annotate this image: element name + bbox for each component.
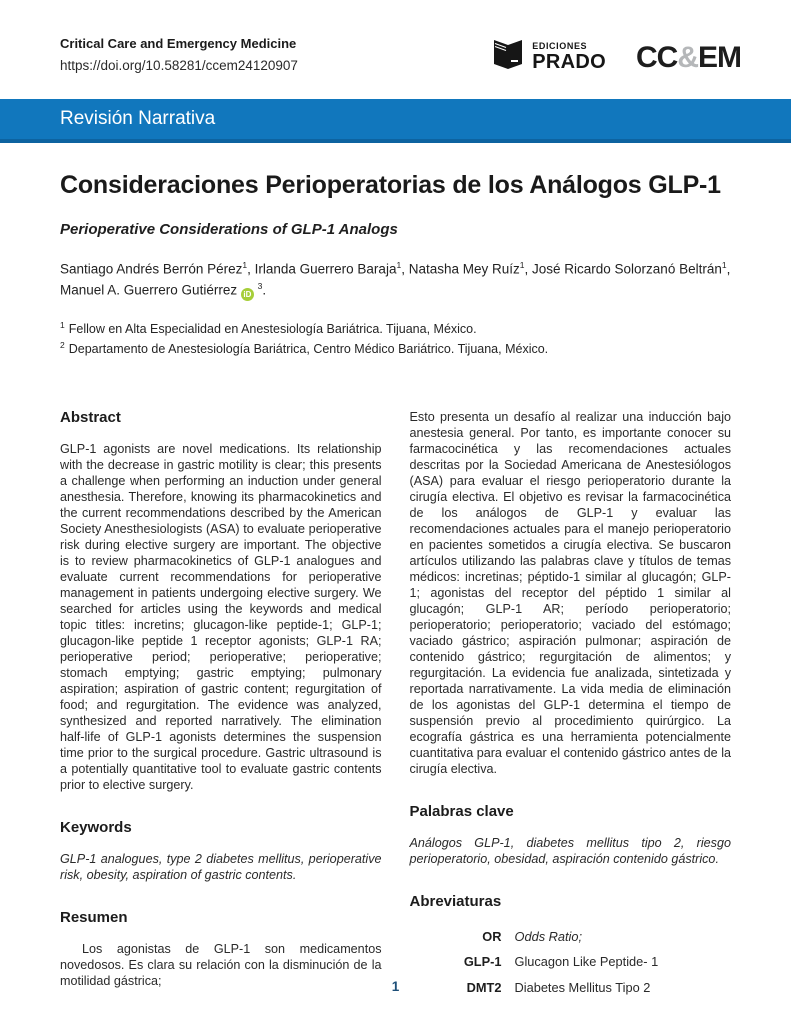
author-affiliation-sup: 1: [242, 260, 248, 270]
abbreviation-term: GLP-1: [463, 954, 502, 970]
palabras-clave-text: Análogos GLP-1, diabetes mellitus tipo 2, riesgo perioperatorio, obesidad, aspiración contenido gástrico.: [409, 836, 731, 867]
author-name: Manuel A. Guerrero Gutiérrez: [60, 282, 238, 298]
abbreviation-definition: Glucagon Like Peptide- 1: [514, 954, 659, 970]
keywords-text: GLP-1 analogues, type 2 diabetes mellitus, perioperative risk, obesity, aspiration of gastric contents.: [60, 852, 382, 883]
abbreviation-definition: Odds Ratio;: [514, 929, 583, 945]
journal-title: Critical Care and Emergency Medicine: [60, 36, 297, 51]
article-type-label: Revisión Narrativa: [60, 108, 216, 129]
affiliation-text: Departamento de Anestesiología Bariátrica, Centro Médico Bariátrico. Tijuana, México.: [68, 342, 549, 357]
publisher-name: [532, 42, 606, 72]
affiliations-list: [60, 319, 731, 359]
resumen-text: Los agonistas de GLP-1 son medicamentos novedosos. Es clara su relación con la disminución de la motilidad gástrica;: [60, 942, 382, 989]
abreviaturas-heading: Abreviaturas: [409, 893, 502, 911]
open-book-icon: [491, 40, 525, 75]
article-title: Consideraciones Perioperatorias de los Análogos GLP-1: [60, 171, 721, 199]
wordmark-em: EM: [698, 40, 741, 74]
article-subtitle: Perioperative Considerations of GLP-1 Analogs: [60, 221, 398, 238]
affiliation-number: 1: [60, 319, 65, 330]
spanish-abstract-text: Esto presenta un desafío al realizar una inducción bajo anestesia general. Por tanto, es importante conocer su farmacocinética y las recomendaciones actuales descritas por la Sociedad Americana de Anestesiólogos (ASA) para evaluar el riesgo perioperatorio durante la cirugía electiva. El objetivo es revisar la farmacocinética de los análogos de GLP-1 y evaluar las recomendaciones actuales para el manejo perioperatorio en pacientes sometidos a cirugía electiva. Se buscaron artículos utilizando las palabras clave y títulos de temas médicos: incretinas; péptido-1 similar al glucagón; GLP-1; agonistas del receptor del péptido 1 similar al glucagón; GLP-1 AR; período perioperatorio; perioperatorio; perioperatorio; vaciado del estómago; vaciado gástrico; aspiración pulmonar; aspiración de contenido gástrico; regurgitación de alimentos; y regurgitación. La evidencia fue analizada, sintetizada y reportada narrativamente. La vida media de eliminación de los agonistas del GLP-1 determina el tiempo de suspensión previo al procedimiento quirúrgico. La ecografía gástrica es una herramienta potencialmente cuantitativa para evaluar el contenido gástrico antes de la cirugía electiva.: [409, 410, 731, 777]
logo-block: [491, 40, 741, 75]
abstract-text: GLP-1 agonists are novel medications. Its relationship with the decrease in gastric motility is clear; this presents a challenge when performing an induction under general anesthesia. Therefore, knowing its pharmacokinetics and the current recommendations described by the American Society Anesthesiologists (ASA) to evaluate perioperative risk during elective surgery are important. The objective is to review pharmacokinetics of GLP-1 analogues and evaluate current recommendations for perioperative management in patients undergoing elective surgery. We searched for articles using the keywords and medical topic titles: incretins; glucagon-like peptide-1; GLP-1; glucagon-like peptide 1 receptor agonists; GLP-1 RA; perioperative period; perioperative; perioperative; stomach emptying; gastric emptying; pulmonary aspiration; aspiration of gastric content; regurgitation of food; and regurgitation. The evidence was analyzed, synthesized and reported narratively. The elimination half-life of GLP-1 agonists determines the suspension time prior to the surgical procedure. Gastric ultrasound is a potentially quantitative tool to evaluate gastric contents prior to elective surgery.: [60, 442, 382, 793]
abstract-heading: Abstract: [60, 409, 121, 427]
orcid-icon[interactable]: iD: [241, 288, 254, 301]
doi-link[interactable]: https://doi.org/10.58281/ccem24120907: [60, 58, 298, 73]
abbreviation-definition: Diabetes Mellitus Tipo 2: [514, 979, 651, 995]
left-column: [60, 409, 382, 1004]
author-affiliation-sup: 1: [396, 260, 402, 270]
journal-wordmark: [636, 41, 741, 75]
right-column: [410, 409, 732, 1004]
affiliation-item: [60, 339, 731, 359]
publisher-logo: [491, 40, 606, 75]
palabras-clave-heading: Palabras clave: [409, 803, 514, 821]
page-number: 1: [391, 979, 400, 994]
affiliation-text: Fellow en Alta Especialidad en Anestesiología Bariátrica. Tijuana, México.: [68, 322, 477, 336]
authors-line: Santiago Andrés Berrón Pérez$^1$, Irlanda Guerrero Baraja$^1$, Natasha Mey Ruíz$^1$, José Ricardo Solorzanó Beltrán$^1$, Manuel A. Guerrero Gutiérrez iD $^3$.: [60, 260, 731, 299]
author-affiliation-sup: 1: [519, 260, 525, 270]
keywords-heading: Keywords: [60, 819, 132, 837]
wordmark-amp: &: [677, 40, 698, 74]
abbreviation-row: [410, 953, 732, 970]
article-type-banner: [0, 99, 791, 143]
author-name: Irlanda Guerrero Baraja: [254, 261, 397, 277]
publisher-line2: PRADO: [532, 50, 606, 73]
author-name: José Ricardo Solorzanó Beltrán: [532, 261, 722, 277]
resumen-heading: Resumen: [60, 909, 128, 927]
author-affiliation-sup: 3: [257, 281, 263, 292]
affiliation-number: 2: [60, 340, 65, 350]
abbreviation-term: OR: [482, 929, 502, 945]
author-name: Natasha Mey Ruíz: [408, 261, 520, 277]
author-name: Santiago Andrés Berrón Pérez: [60, 261, 243, 277]
page-header: [0, 0, 791, 75]
affiliation-item: [60, 319, 731, 339]
article-body: [60, 409, 731, 1004]
author-affiliation-sup: 1: [721, 260, 727, 270]
publisher-line1: EDICIONES: [532, 41, 588, 52]
abbreviation-term: DMT2: [466, 979, 502, 995]
wordmark-cc: CC: [635, 40, 678, 74]
abbreviation-row: [410, 928, 732, 945]
journal-block: [60, 36, 298, 73]
